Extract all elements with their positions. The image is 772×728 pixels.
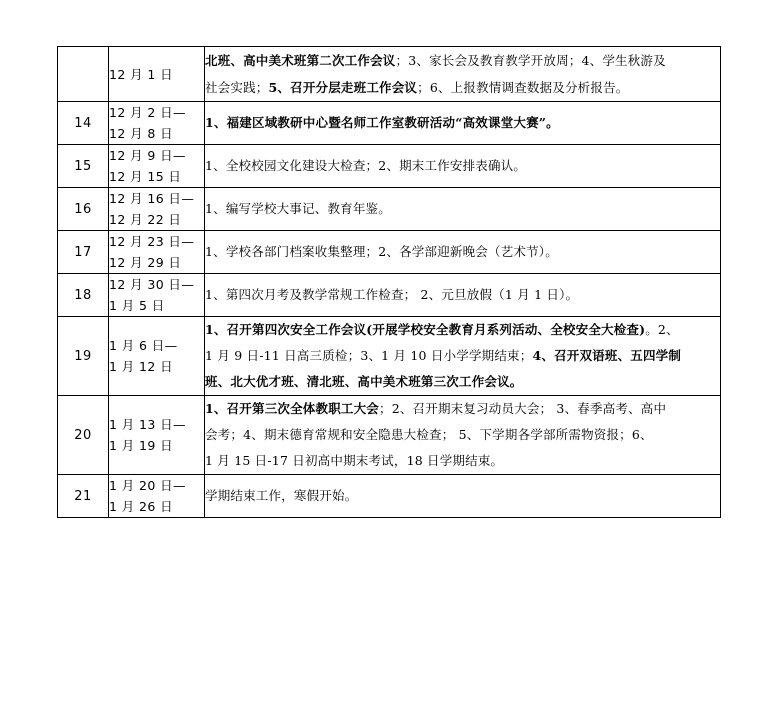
work-item-text: 1、全校校园文化建设大检查；2、期末工作安排表确认。 bbox=[205, 158, 527, 173]
week-number-cell: 17 bbox=[58, 231, 109, 274]
date-line: 12 月 15 日 bbox=[109, 169, 182, 184]
table-row bbox=[58, 475, 721, 518]
date-line: 1 月 6 日— bbox=[109, 338, 178, 353]
work-items-cell bbox=[205, 317, 721, 396]
work-item-text: 1、编写学校大事记、教育年鉴。 bbox=[205, 201, 391, 216]
work-item-line bbox=[205, 47, 720, 74]
work-item-emphasis: 1、召开第三次全体教职工大会 bbox=[205, 401, 379, 416]
work-item-emphasis: 北班、高中美术班第二次工作会议 bbox=[205, 53, 396, 68]
work-item-emphasis: 1、召开第四次安全工作会议(开展学校安全教育月系列活动、全校安全大检查) bbox=[205, 322, 646, 337]
date-line: 1 月 5 日 bbox=[109, 298, 165, 313]
date-line: 12 月 1 日 bbox=[109, 66, 173, 82]
date-line: 12 月 29 日 bbox=[109, 255, 182, 270]
week-number-cell: 15 bbox=[58, 145, 109, 188]
schedule-table bbox=[57, 46, 721, 518]
work-item-emphasis: 5、召开分层走班工作会议 bbox=[268, 80, 418, 95]
date-line: 12 月 23 日— bbox=[109, 234, 195, 249]
work-items-cell bbox=[205, 102, 721, 145]
work-item-text: ；3、家长会及教育教学开放周；4、学生秋游及 bbox=[395, 53, 666, 68]
week-number-cell: 16 bbox=[58, 188, 109, 231]
work-item-line bbox=[205, 422, 720, 448]
date-line: 12 月 8 日 bbox=[109, 126, 173, 141]
date-range-cell bbox=[109, 274, 205, 317]
work-item-text: 1 月 9 日-11 日高三质检；3、1 月 10 日小学学期结束； bbox=[205, 348, 533, 363]
date-range-cell bbox=[109, 396, 205, 475]
work-item-line bbox=[205, 74, 720, 101]
work-item-text: 会考；4、期末德育常规和安全隐患大检查； 5、下学期各学部所需物资报；6、 bbox=[205, 427, 653, 442]
work-item-text: 学期结束工作，寒假开始。 bbox=[205, 488, 358, 503]
table-row bbox=[58, 102, 721, 145]
date-range-cell bbox=[109, 47, 205, 102]
work-item-line bbox=[205, 369, 720, 395]
work-items-cell bbox=[205, 145, 721, 188]
work-items-cell bbox=[205, 47, 721, 102]
table-row bbox=[58, 47, 721, 102]
date-range-cell bbox=[109, 102, 205, 145]
work-item-text: ；2、召开期末复习动员大会； 3、春季高考、高中 bbox=[379, 401, 667, 416]
week-number-cell: 14 bbox=[58, 102, 109, 145]
work-item-line bbox=[205, 396, 720, 422]
date-line: 1 月 20 日— bbox=[109, 478, 186, 493]
work-item-line bbox=[205, 282, 720, 308]
week-number-cell bbox=[58, 47, 109, 102]
work-item-emphasis: 1、福建区域教研中心暨名师工作室教研活动“高效课堂大赛”。 bbox=[205, 115, 559, 130]
date-range-cell bbox=[109, 475, 205, 518]
date-line: 12 月 30 日— bbox=[109, 277, 195, 292]
work-items-cell bbox=[205, 188, 721, 231]
table-row bbox=[58, 396, 721, 475]
date-line: 12 月 16 日— bbox=[109, 191, 195, 206]
work-item-line bbox=[205, 239, 720, 265]
date-line: 1 月 26 日 bbox=[109, 499, 173, 514]
date-line: 12 月 9 日— bbox=[109, 148, 186, 163]
table-row bbox=[58, 274, 721, 317]
work-item-text: 1、第四次月考及教学常规工作检查； 2、元旦放假（1 月 1 日）。 bbox=[205, 287, 579, 302]
date-range-cell bbox=[109, 145, 205, 188]
work-item-line bbox=[205, 343, 720, 369]
table-row bbox=[58, 317, 721, 396]
table-row bbox=[58, 188, 721, 231]
work-item-text: 社会实践； bbox=[205, 80, 269, 95]
date-line: 1 月 12 日 bbox=[109, 359, 173, 374]
week-number-cell: 18 bbox=[58, 274, 109, 317]
date-line: 1 月 19 日 bbox=[109, 438, 173, 453]
work-item-emphasis: 4、召开双语班、五四学制 bbox=[532, 348, 682, 363]
work-item-line bbox=[205, 483, 720, 509]
date-range-cell bbox=[109, 188, 205, 231]
work-items-cell bbox=[205, 396, 721, 475]
table-row bbox=[58, 231, 721, 274]
work-item-text: 1 月 15 日-17 日初高中期末考试，18 日学期结束。 bbox=[205, 453, 504, 468]
work-item-line bbox=[205, 110, 720, 136]
work-item-line bbox=[205, 196, 720, 222]
work-item-line bbox=[205, 448, 720, 474]
work-item-text: 。2、 bbox=[645, 322, 679, 337]
table-row bbox=[58, 145, 721, 188]
date-line: 1 月 13 日— bbox=[109, 417, 186, 432]
work-items-cell bbox=[205, 475, 721, 518]
date-range-cell bbox=[109, 317, 205, 396]
work-items-cell bbox=[205, 231, 721, 274]
work-item-text: ；6、上报教情调查数据及分析报告。 bbox=[417, 80, 629, 95]
date-range-cell bbox=[109, 231, 205, 274]
work-item-emphasis: 班、北大优才班、清北班、高中美术班第三次工作会议。 bbox=[205, 374, 523, 389]
schedule-table-body bbox=[58, 47, 721, 518]
work-item-text: 1、学校各部门档案收集整理；2、各学部迎新晚会（艺术节）。 bbox=[205, 244, 558, 259]
work-items-cell bbox=[205, 274, 721, 317]
date-line: 12 月 22 日 bbox=[109, 212, 182, 227]
week-number-cell: 19 bbox=[58, 317, 109, 396]
date-line: 12 月 2 日— bbox=[109, 105, 186, 120]
work-item-line bbox=[205, 317, 720, 343]
work-item-line bbox=[205, 153, 720, 179]
week-number-cell: 21 bbox=[58, 475, 109, 518]
week-number-cell: 20 bbox=[58, 396, 109, 475]
